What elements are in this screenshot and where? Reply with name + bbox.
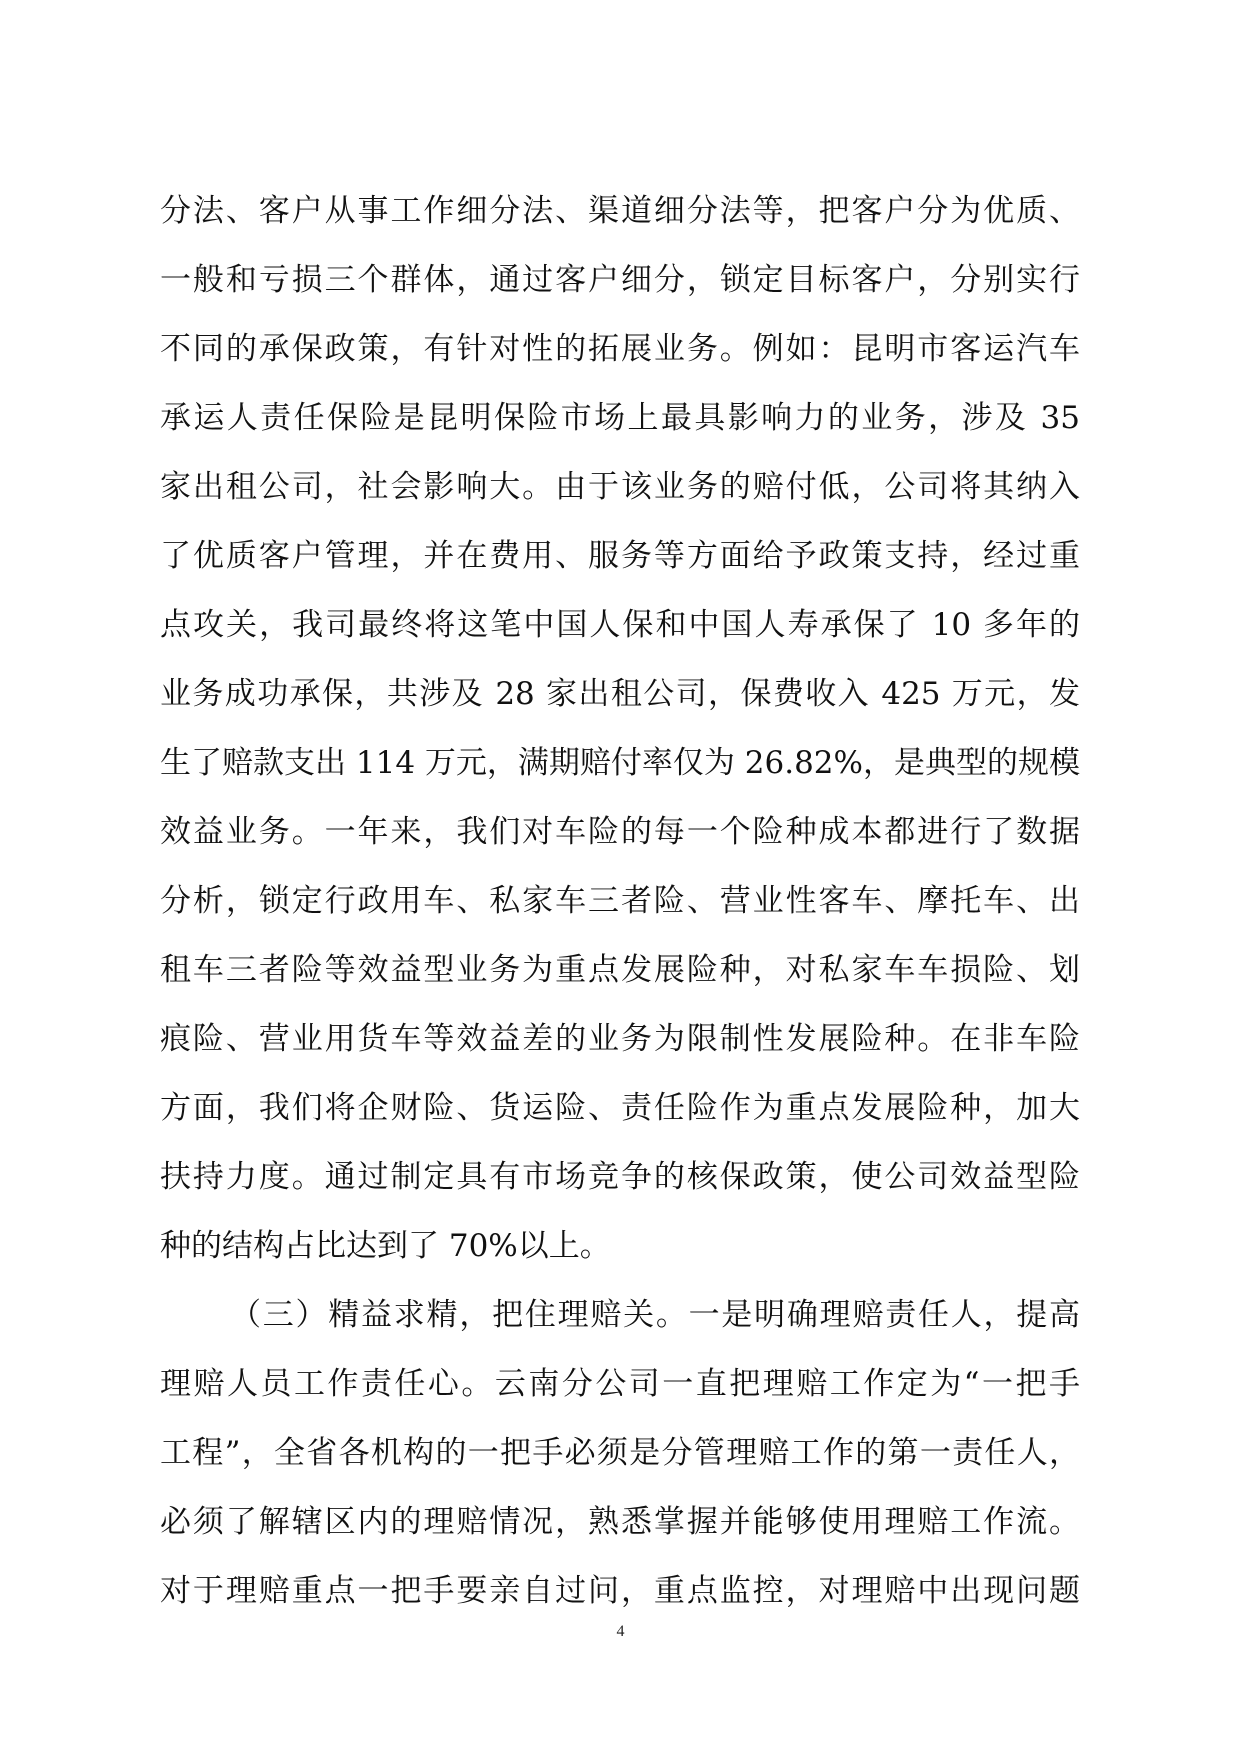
text-line: 痕险、营业用货车等效益差的业务为限制性发展险种。在非车险 — [160, 1021, 1080, 1057]
text-line: 业务成功承保，共涉及 28 家出租公司，保费收入 425 万元，发 — [160, 676, 1080, 712]
text-line: 不同的承保政策，有针对性的拓展业务。例如：昆明市客运汽车 — [160, 331, 1080, 367]
text-line: （三）精益求精，把住理赔关。一是明确理赔责任人，提高 — [230, 1297, 1080, 1333]
text-line: 租车三者险等效益型业务为重点发展险种，对私家车车损险、划 — [160, 952, 1080, 988]
text-line: 点攻关，我司最终将这笔中国人保和中国人寿承保了 10 多年的 — [160, 607, 1080, 643]
body-text — [160, 177, 1080, 1626]
text-line: 分析，锁定行政用车、私家车三者险、营业性客车、摩托车、出 — [160, 883, 1080, 919]
paragraph-1 — [160, 177, 1080, 1281]
paragraph-2 — [160, 1281, 1080, 1626]
text-line: 承运人责任保险是昆明保险市场上最具影响力的业务，涉及 35 — [160, 400, 1080, 436]
text-line: 了优质客户管理，并在费用、服务等方面给予政策支持，经过重 — [160, 538, 1080, 574]
text-line: 生了赔款支出 114 万元，满期赔付率仅为 26.82%，是典型的规模 — [160, 745, 1080, 781]
text-line: 分法、客户从事工作细分法、渠道细分法等，把客户分为优质、 — [160, 193, 1080, 229]
text-line: 效益业务。一年来，我们对车险的每一个险种成本都进行了数据 — [160, 814, 1080, 850]
text-line: 种的结构占比达到了 70%以上。 — [160, 1228, 611, 1264]
text-line: 扶持力度。通过制定具有市场竞争的核保政策，使公司效益型险 — [160, 1159, 1080, 1195]
text-line: 理赔人员工作责任心。云南分公司一直把理赔工作定为“一把手 — [160, 1366, 1080, 1402]
text-line: 一般和亏损三个群体，通过客户细分，锁定目标客户，分别实行 — [160, 262, 1080, 298]
text-line: 必须了解辖区内的理赔情况，熟悉掌握并能够使用理赔工作流。 — [160, 1504, 1080, 1540]
text-line: 对于理赔重点一把手要亲自过问，重点监控，对理赔中出现问题 — [160, 1573, 1080, 1609]
text-line: 方面，我们将企财险、货运险、责任险作为重点发展险种，加大 — [160, 1090, 1080, 1126]
text-line: 家出租公司，社会影响大。由于该业务的赔付低，公司将其纳入 — [160, 469, 1080, 505]
text-line: 工程”，全省各机构的一把手必须是分管理赔工作的第一责任人， — [160, 1435, 1080, 1471]
page-number: 4 — [616, 1623, 625, 1640]
